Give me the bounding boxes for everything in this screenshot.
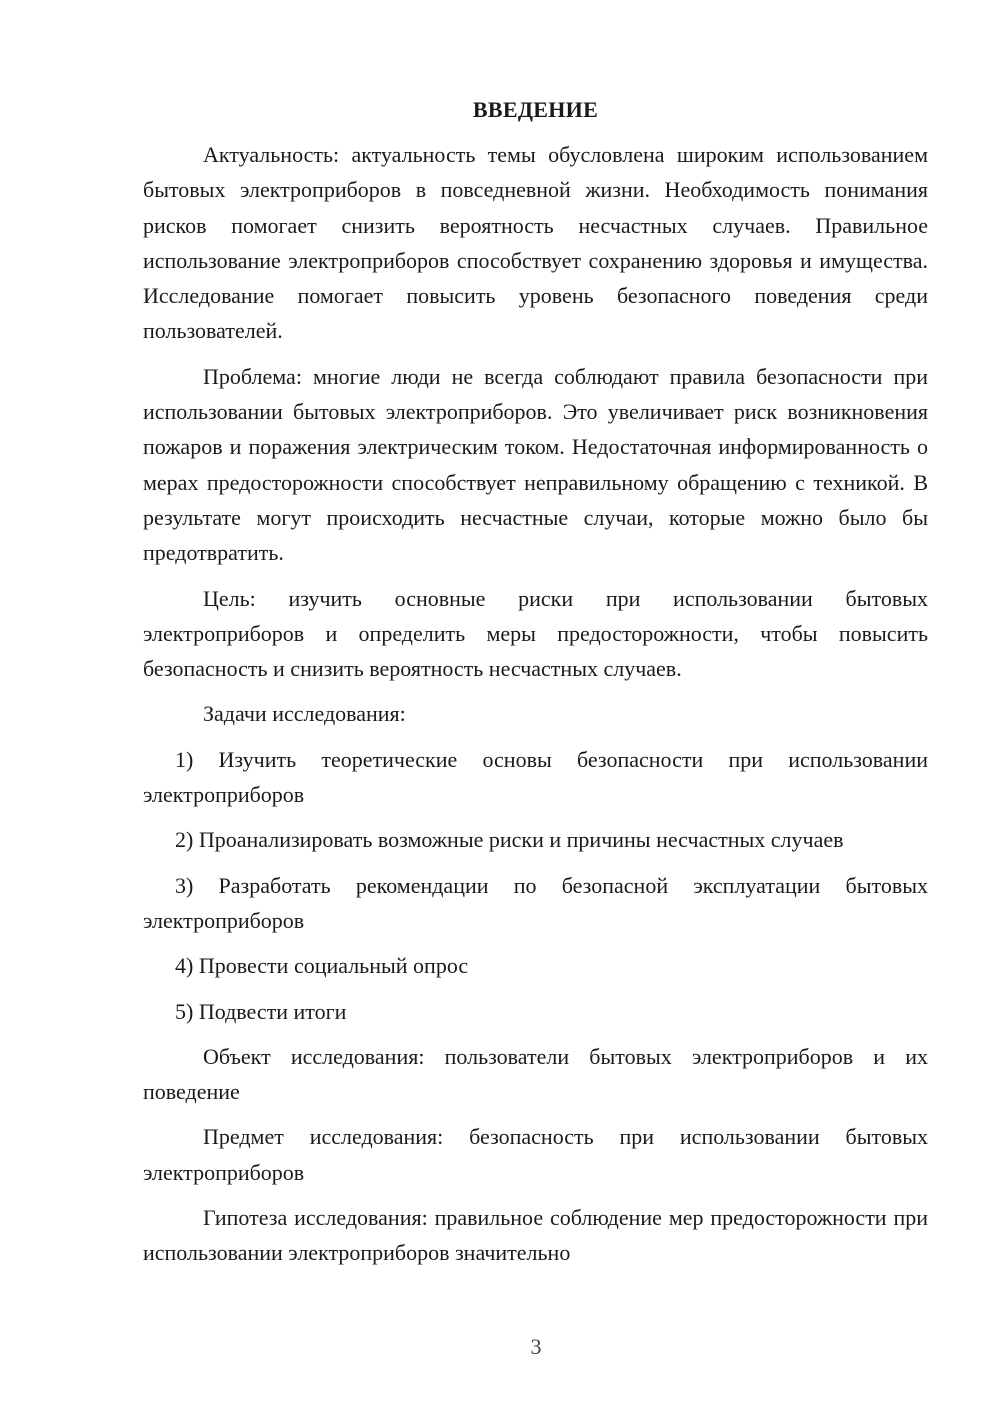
- task-item-5: 5) Подвести итоги: [175, 998, 347, 1024]
- paragraph-goal: Цель: изучить основные риски при использовании бытовых электроприборов и определить меры предосторожности, чтобы повысить безопасность и снизить вероятность несчастных случаев.: [143, 585, 928, 682]
- paragraph-subject: Предмет исследования: безопасность при использовании бытовых электроприборов: [143, 1124, 928, 1185]
- paragraph-tasks-heading: Задачи исследования:: [203, 701, 406, 727]
- section-title: ВВЕДЕНИЕ: [472, 97, 599, 122]
- task-item-2: 2) Проанализировать возможные риски и причины несчастных случаев: [175, 827, 844, 853]
- page-number: 3: [530, 1334, 542, 1359]
- paragraph-hypothesis: Гипотеза исследования: правильное соблюдение мер предосторожности при использовании электроприборов значительно: [143, 1205, 928, 1266]
- paragraph-relevance: Актуальность: актуальность темы обусловлена широким использованием бытовых электроприборов в повседневной жизни. Необходимость понимания рисков помогает снизить вероятность несчастных случаев. Правильное использование электроприборов способствует сохранению здоровья и имущества. Исследование помогает повысить уровень безопасного поведения среди пользователей.: [143, 142, 928, 344]
- task-item-3: 3) Разработать рекомендации по безопасной эксплуатации бытовых электроприборов: [143, 872, 928, 933]
- document-page: [143, 95, 928, 1271]
- paragraph-object: Объект исследования: пользователи бытовых электроприборов и их поведение: [143, 1043, 928, 1105]
- paragraph-problem: Проблема: многие люди не всегда соблюдают правила безопасности при использовании бытовых электроприборов. Это увеличивает риск возникновения пожаров и поражения электрическим током. Недостаточная информированность о мерах предосторожности способствует неправильному обращению с техникой. В результате могут происходить несчастные случаи, которые можно было бы предотвратить.: [143, 363, 928, 566]
- task-item-4: 4) Провести социальный опрос: [175, 953, 469, 979]
- task-item-1: 1) Изучить теоретические основы безопасности при использовании электроприборов: [143, 746, 928, 808]
